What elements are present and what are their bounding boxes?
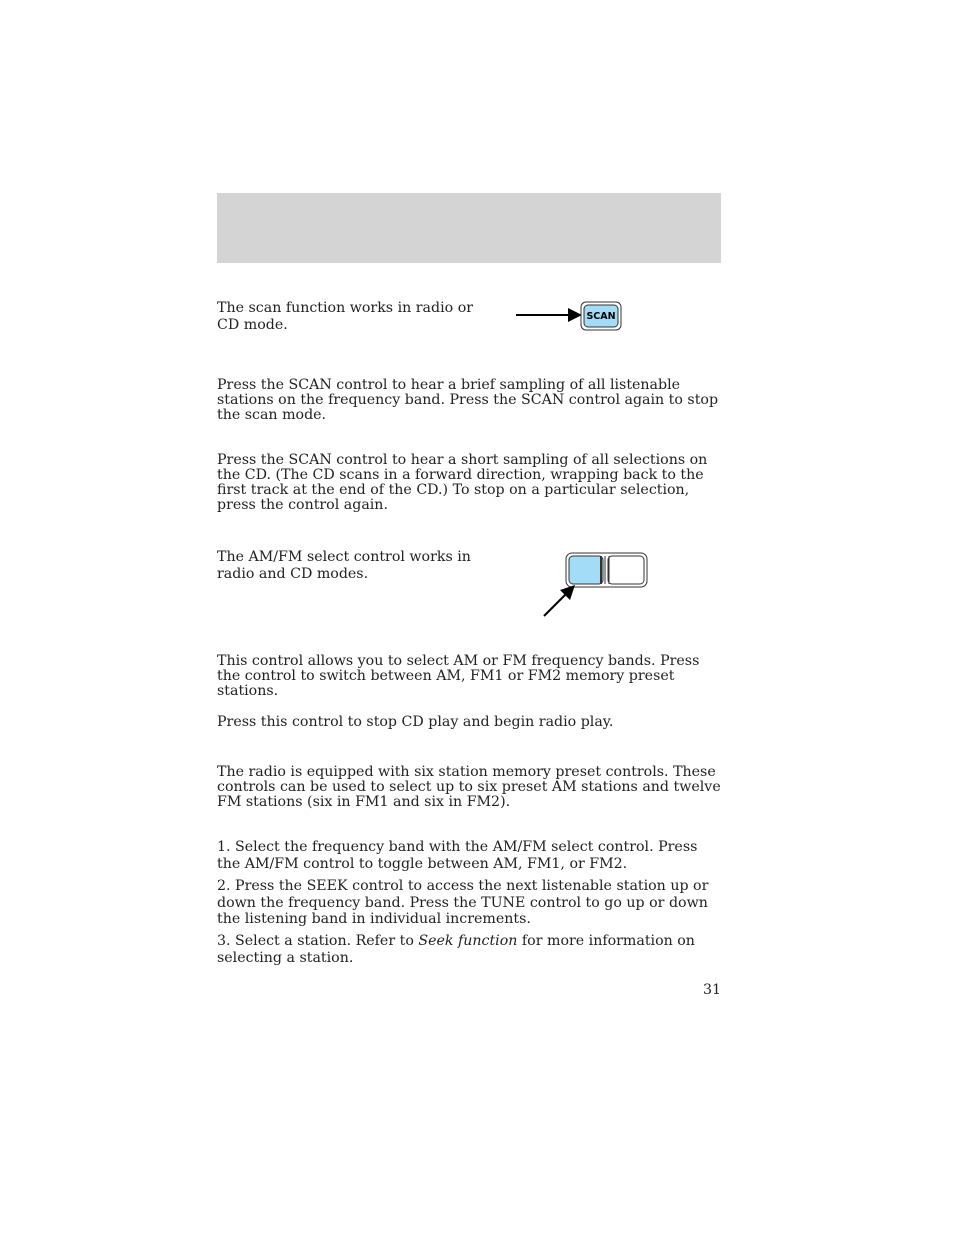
scan-illustration [510, 298, 630, 334]
amfm-intro-text: The AM/FM select control works in radio and CD modes. [217, 549, 471, 582]
seek-function-reference: Seek function [418, 933, 518, 949]
preset-step-2: 2. Press the SEEK control to access the next listenable station up or down the frequency band. Press the TUNE control to go up or down the listening band in individual increments. [217, 878, 709, 927]
amfm-select-button [569, 556, 603, 584]
preset-step-3-text: 3. Select a station. Refer to [217, 933, 419, 949]
amfm-cd-text: Press this control to stop CD play and begin radio play. [217, 714, 614, 730]
preset-step-3 [217, 933, 721, 966]
section-header-band [217, 193, 721, 263]
preset-step-1: 1. Select the frequency band with the AM/FM select control. Press the AM/FM control to toggle between AM, FM1, or FM2. [217, 839, 698, 872]
scan-intro-text: The scan function works in radio or CD mode. [217, 300, 474, 333]
pointer-arrow-head-icon [568, 308, 582, 322]
scan-radio-text: Press the SCAN control to hear a brief sampling of all listenable stations on the frequency band. Press the SCAN control again to stop the scan mode. [217, 377, 719, 423]
pointer-arrow-line [544, 592, 568, 616]
presets-intro-text: The radio is equipped with six station memory preset controls. These controls can be used to select up to six preset AM stations and twelve FM stations (six in FM1 and six in FM2). [217, 764, 721, 810]
scan-button-label: SCAN [586, 311, 616, 322]
page-number: 31 [702, 982, 721, 998]
amfm-radio-text: This control allows you to select AM or FM frequency bands. Press the control to switch between AM, FM1 or FM2 memory preset stations. [217, 653, 700, 699]
scan-cd-text: Press the SCAN control to hear a short sampling of all selections on the CD. (The CD scans in a forward direction, wrapping back to the first track at the end of the CD.) To stop on a particular selection, press the control again. [217, 452, 708, 513]
preset-step-3-text-end: for more information on selecting a station. [217, 933, 695, 966]
adjacent-button [608, 556, 644, 584]
amfm-illustration [540, 550, 652, 620]
